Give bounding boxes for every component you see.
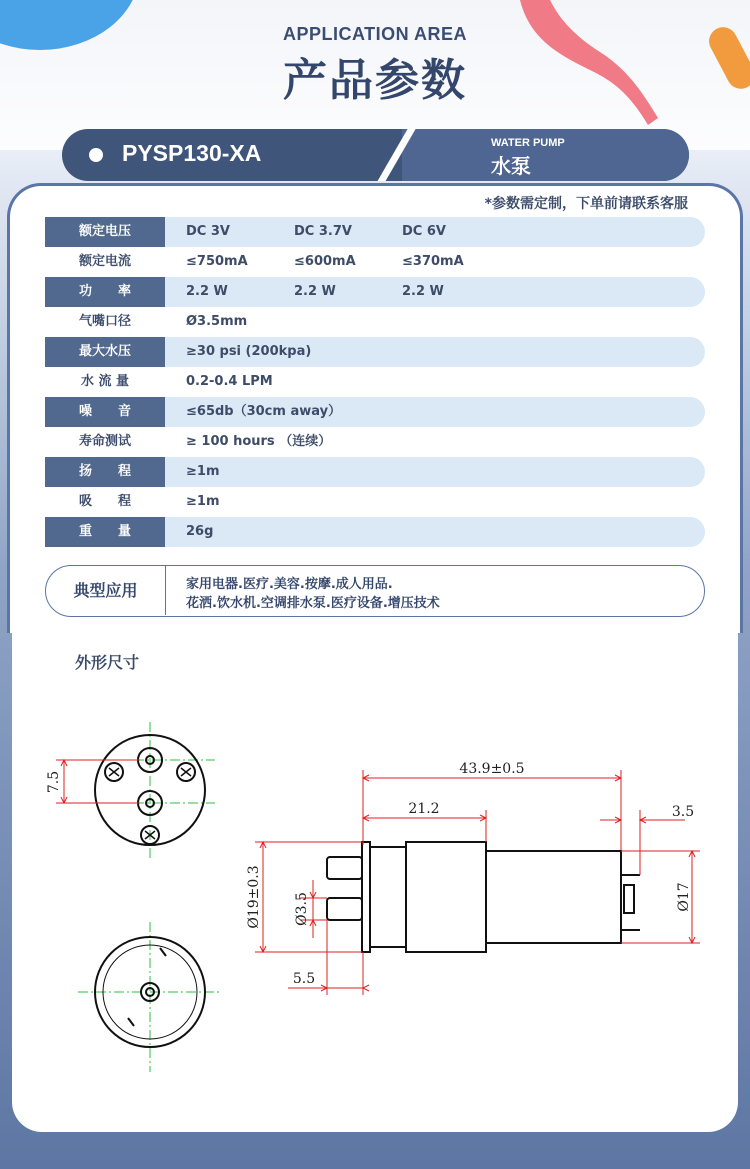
spec-value: 26g bbox=[186, 524, 214, 539]
spec-value: DC 6V bbox=[402, 224, 446, 239]
section-title-en: APPLICATION AREA bbox=[282, 24, 467, 44]
spec-value: DC 3V bbox=[186, 224, 230, 239]
spec-label: 吸 程 bbox=[78, 494, 131, 509]
side-view bbox=[327, 842, 640, 952]
spec-row bbox=[45, 337, 705, 367]
dimension-label-nozzle-offset: 5.5 bbox=[292, 971, 316, 987]
product-type-en: WATER PUMP bbox=[491, 137, 565, 149]
spec-row bbox=[45, 367, 705, 397]
spec-value: ≤65db（30cm away） bbox=[186, 404, 342, 419]
side-view-dimensions bbox=[255, 770, 700, 995]
spec-value: ≥1m bbox=[186, 464, 220, 479]
spec-value: ≤600mA bbox=[294, 254, 356, 269]
model-header-bar bbox=[62, 129, 689, 181]
application-text: 家用电器.医疗.美容.按摩.成人用品. bbox=[186, 577, 393, 592]
front-view bbox=[80, 722, 215, 860]
dimension-drawing bbox=[0, 700, 750, 1120]
spec-row bbox=[45, 457, 705, 487]
spec-value: ≥30 psi (200kpa) bbox=[186, 344, 312, 359]
spec-label: 额定电流 bbox=[78, 254, 131, 269]
dimension-label-terminal: 3.5 bbox=[671, 804, 695, 820]
spec-value: ≤750mA bbox=[186, 254, 248, 269]
dimension-label-length: 43.9±0.5 bbox=[459, 761, 525, 777]
spacing-dimension bbox=[56, 760, 140, 803]
dimension-label-head-diameter: Ø19±0.3 bbox=[246, 865, 262, 929]
spec-value: ≥1m bbox=[186, 494, 220, 509]
spec-value: 2.2 W bbox=[186, 284, 228, 299]
dimension-label-spacing: 7.5 bbox=[46, 770, 62, 794]
spec-label: 水 流 量 bbox=[80, 374, 130, 389]
spec-value: Ø3.5mm bbox=[186, 314, 248, 329]
spec-value: 0.2-0.4 LPM bbox=[186, 374, 273, 389]
spec-table bbox=[45, 217, 705, 547]
spec-label: 寿命测试 bbox=[78, 434, 131, 449]
spec-label: 额定电压 bbox=[45, 217, 165, 247]
spec-value: ≥ 100 hours （连续） bbox=[186, 434, 332, 449]
spec-label: 最大水压 bbox=[45, 337, 165, 367]
spec-row bbox=[45, 307, 705, 337]
spec-row bbox=[45, 517, 705, 547]
spec-row bbox=[45, 397, 705, 427]
spec-value: 2.2 W bbox=[402, 284, 444, 299]
spec-label: 扬 程 bbox=[45, 457, 165, 487]
rear-view bbox=[78, 922, 222, 1072]
product-type: 水泵 bbox=[491, 154, 531, 178]
application-box bbox=[45, 565, 705, 617]
spec-label: 气嘴口径 bbox=[78, 314, 131, 329]
bullet-icon bbox=[89, 148, 103, 162]
section-title: 产品参数 bbox=[283, 55, 467, 106]
dimension-label-nozzle: Ø3.5 bbox=[294, 892, 310, 926]
spec-label: 重 量 bbox=[45, 517, 165, 547]
application-text: 花洒.饮水机.空调排水泵.医疗设备.增压技术 bbox=[186, 596, 440, 611]
spec-value: ≤370mA bbox=[402, 254, 464, 269]
dimension-title: 外形尺寸 bbox=[75, 653, 140, 672]
dimension-label-head: 21.2 bbox=[408, 801, 440, 817]
custom-note: *参数需定制，下单前请联系客服 bbox=[484, 196, 688, 212]
spec-label: 噪 音 bbox=[45, 397, 165, 427]
spec-label: 功 率 bbox=[45, 277, 165, 307]
spec-row bbox=[45, 427, 705, 457]
spec-row bbox=[45, 487, 705, 517]
model-name: PYSP130-XA bbox=[122, 140, 262, 166]
spec-row bbox=[45, 277, 705, 307]
spec-row bbox=[45, 247, 705, 277]
spec-value: DC 3.7V bbox=[294, 224, 352, 239]
dimension-label-motor-diameter: Ø17 bbox=[676, 882, 692, 912]
spec-value: 2.2 W bbox=[294, 284, 336, 299]
application-label: 典型应用 bbox=[46, 566, 166, 615]
spec-row bbox=[45, 217, 705, 247]
